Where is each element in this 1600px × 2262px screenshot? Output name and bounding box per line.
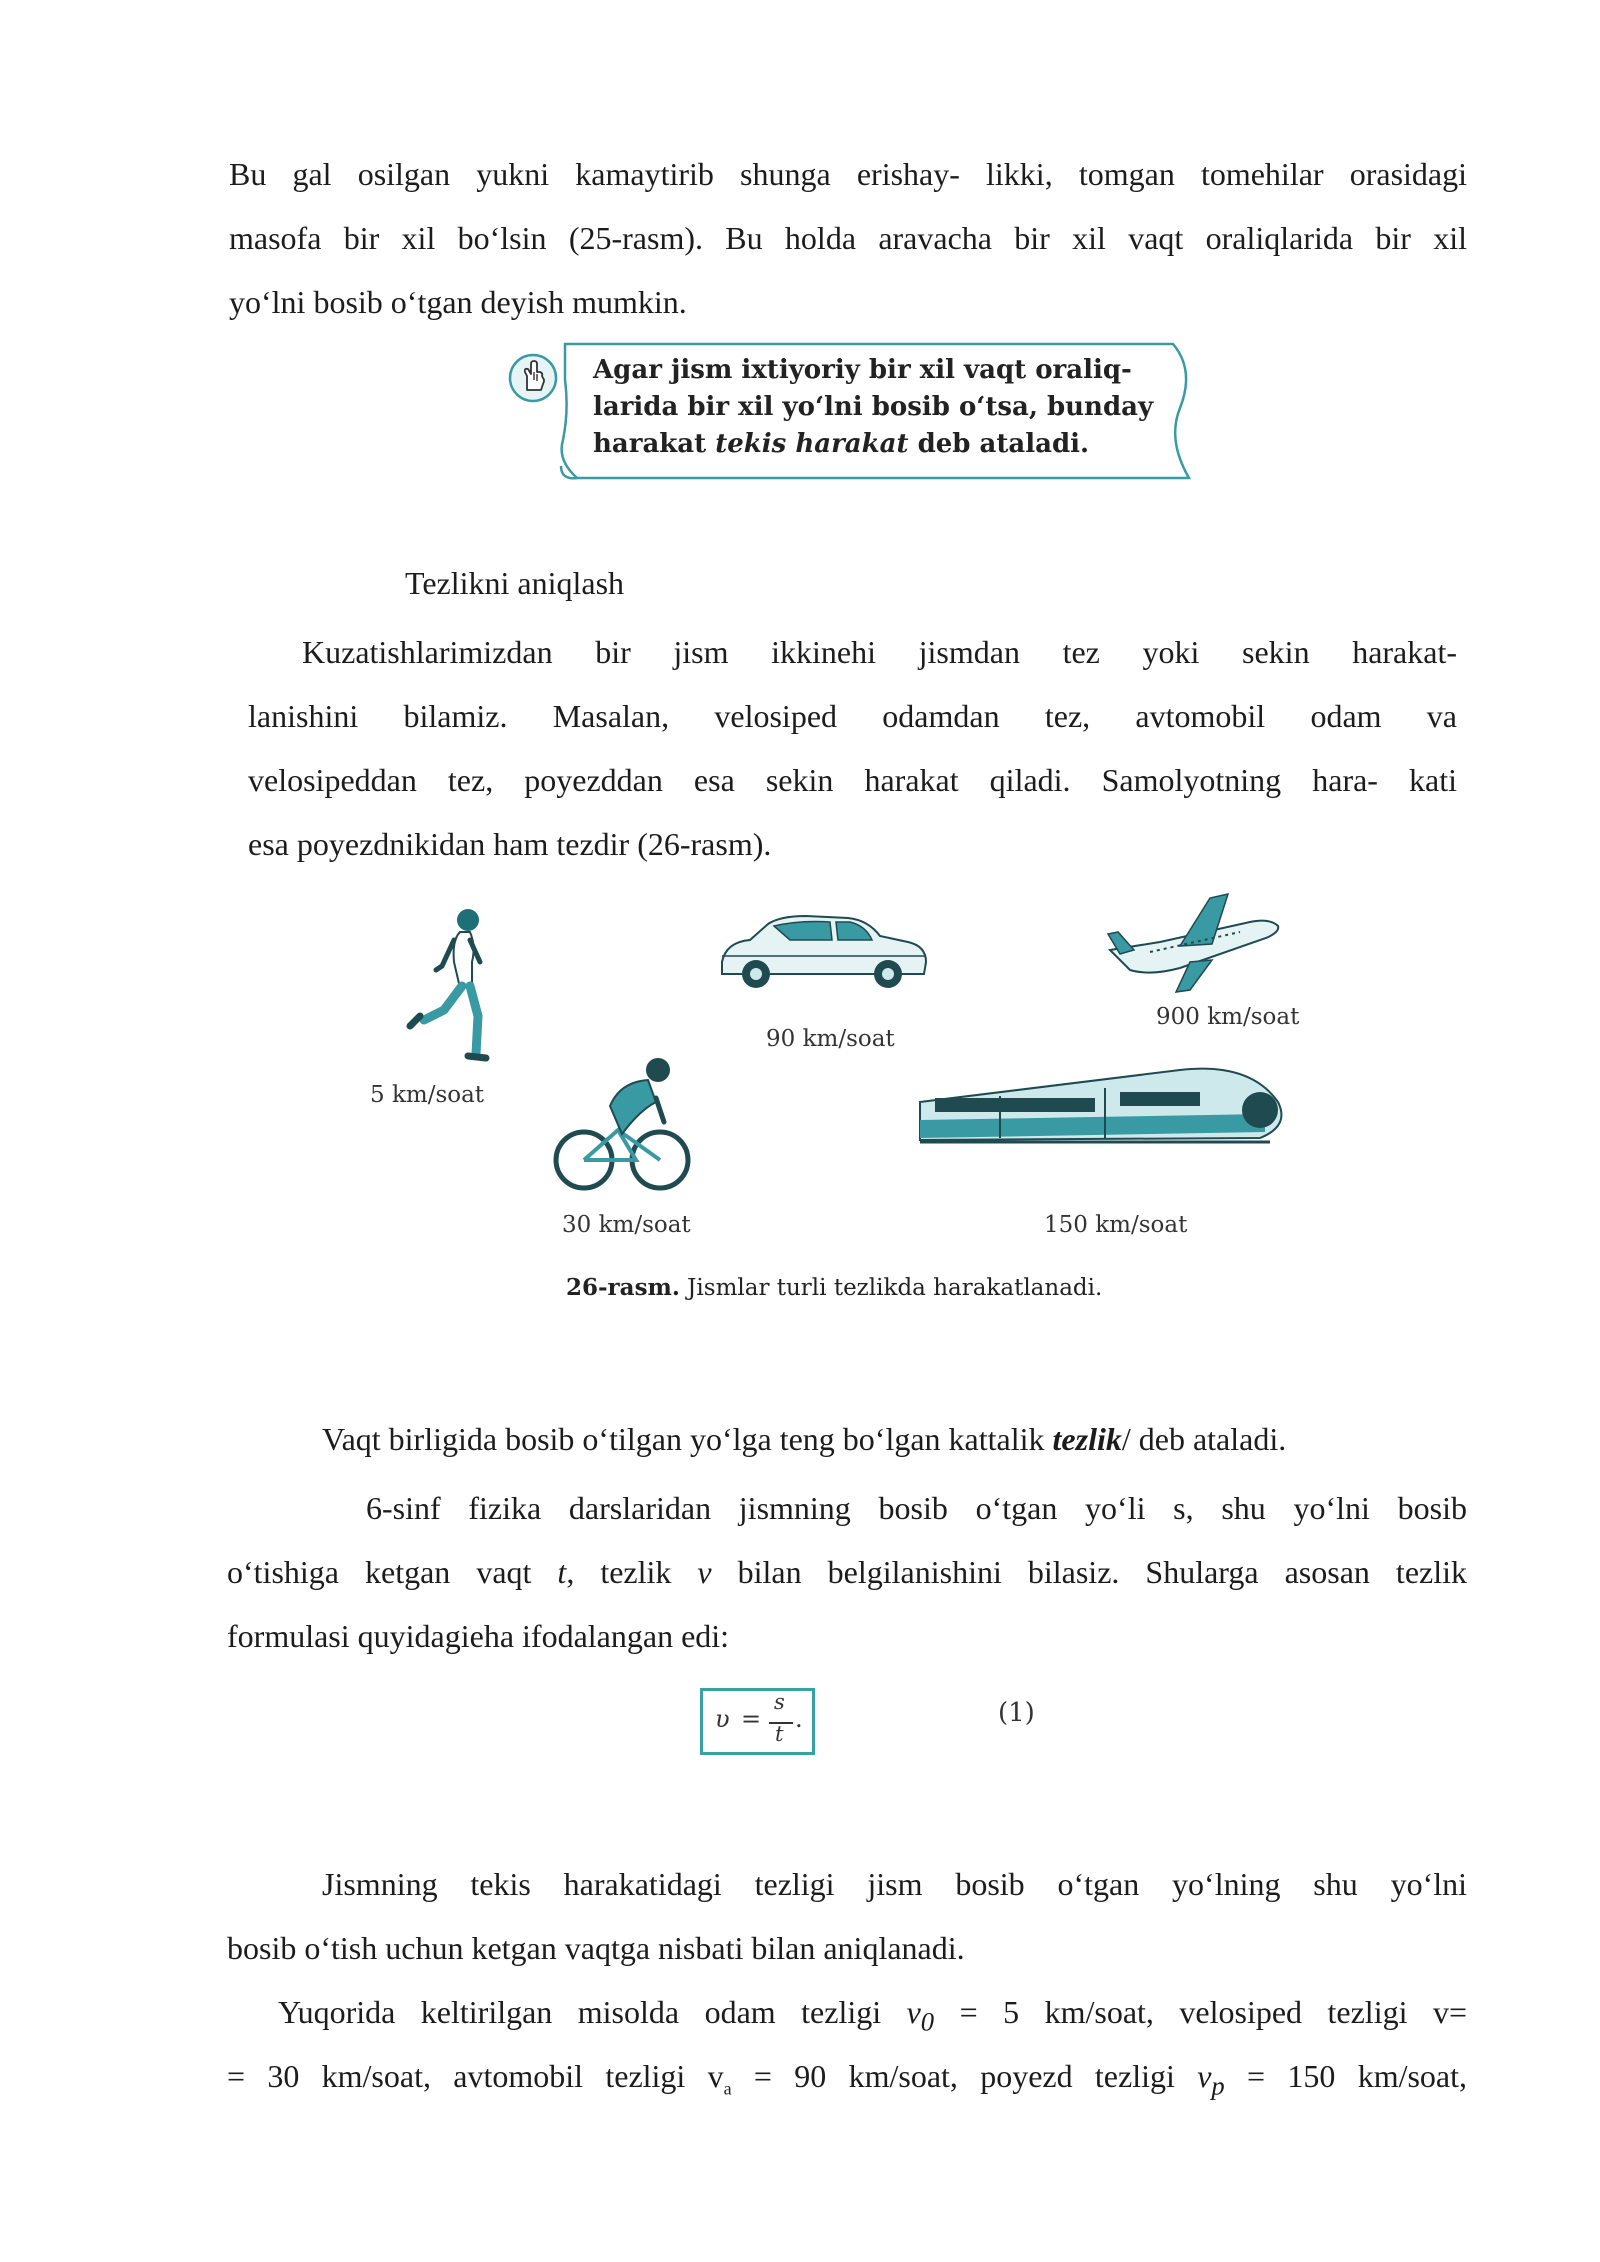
- example-sub-p: p: [1211, 2070, 1225, 2101]
- cyclist-illustration: [556, 1058, 688, 1188]
- example-line-2-a: = 30 km/soat, avtomobil tezligi v: [227, 2058, 724, 2094]
- callout-post: deb ataladi.: [908, 429, 1090, 459]
- figure-caption-text: Jismlar turli tezlikda harakatlanadi.: [679, 1275, 1103, 1301]
- recall-line-2-b: , tezlik: [566, 1554, 698, 1590]
- section-heading: Tezlikni aniqlash: [405, 565, 625, 601]
- formula-number: (1): [998, 1698, 1035, 1728]
- example-line-1: [278, 1980, 1467, 2053]
- intro-line-1: Bu gal osilgan yukni kamaytirib shunga erishay- likki, tomgan tomehilar orasidagi: [229, 156, 1467, 192]
- figure-caption-number: 26-rasm.: [566, 1274, 680, 1301]
- section-line-1: Kuzatishlarimizdan bir jism ikkinehi jismdan tez yoki sekin harakat-: [302, 634, 1457, 670]
- recall-line-2: [227, 1540, 1467, 1604]
- definition-line: [322, 1418, 1286, 1460]
- formula-equals: =: [741, 1705, 762, 1733]
- example-line-2-b: = 90 km/soat, poyezd tezligi: [731, 2058, 1198, 2094]
- hand-pointer-icon: [507, 352, 559, 404]
- example-var-v0: v: [906, 1994, 921, 2030]
- airplane-illustration: [1108, 894, 1278, 992]
- runner-speed-label: 5 km/soat: [370, 1082, 485, 1108]
- example-line-1-a: Yuqorida keltirilgan misolda odam tezligi: [278, 1994, 907, 2030]
- intro-line-2: masofa bir xil bo‘lsin (25-rasm). Bu holda aravacha bir xil vaqt oraliqlarida bir xil: [229, 220, 1467, 256]
- train-speed-label: 150 km/soat: [1044, 1212, 1188, 1238]
- example-sub-a: a: [723, 2078, 732, 2099]
- formula-dot: .: [795, 1705, 803, 1733]
- callout-term: tekis harakat: [715, 429, 909, 459]
- conclusion-line-1: Jismning tekis harakatidagi tezligi jism bosib o‘tgan yo‘lning shu yo‘lni: [322, 1866, 1467, 1902]
- example-line-1-b: = 5 km/soat, velosiped tezligi v=: [934, 1994, 1468, 2030]
- example-var-vp: v: [1197, 2058, 1212, 2094]
- section-line-4: esa poyezdnikidan ham tezdir (26-rasm).: [248, 826, 772, 862]
- section-line-3: velosipeddan tez, poyezddan esa sekin harakat qiladi. Samolyotning hara- kati: [248, 762, 1457, 798]
- callout-pre: Agar jism ixtiyoriy bir xil vaqt oraliq-larida bir xil yo‘lni bosib o‘tsa, bunday harakat: [593, 355, 1154, 459]
- definition-pre: Vaqt birligida bosib o‘tilgan yo‘lga teng bo‘lgan kattalik: [322, 1421, 1053, 1457]
- formula-denominator: t: [775, 1722, 784, 1746]
- intro-line-3: yo‘lni bosib o‘tgan deyish mumkin.: [229, 284, 687, 320]
- section-line-2: lanishini bilamiz. Masalan, velosiped odamdan tez, avtomobil odam va: [248, 698, 1457, 734]
- figure-caption: [566, 1274, 1102, 1301]
- example-line-2-c: = 150 km/soat,: [1224, 2058, 1468, 2094]
- example-sub-0: 0: [920, 2006, 935, 2037]
- formula-lhs: υ: [715, 1705, 730, 1733]
- callout-text: [593, 352, 1183, 463]
- recall-line-2-a: o‘tishiga ketgan vaqt: [227, 1554, 558, 1590]
- recall-line-2-c: bilan belgilanishini bilasiz. Shularga asosan tezlik: [711, 1554, 1467, 1590]
- conclusion-line-2: bosib o‘tish uchun ketgan vaqtga nisbati bilan aniqlanadi.: [227, 1930, 965, 1966]
- definition-term: tezlik: [1052, 1421, 1122, 1457]
- car-speed-label: 90 km/soat: [766, 1026, 895, 1052]
- recall-var-t: t: [557, 1554, 567, 1590]
- car-illustration: [722, 916, 926, 988]
- figure-art: [360, 870, 1360, 1320]
- definition-callout: [505, 340, 1195, 482]
- plane-speed-label: 900 km/soat: [1156, 1004, 1300, 1030]
- recall-line-1: 6-sinf fizika darslaridan jismning bosib o‘tgan yo‘li s, shu yo‘lni bosib: [366, 1490, 1467, 1526]
- runner-illustration: [410, 909, 486, 1058]
- formula-numerator: s: [774, 1690, 785, 1714]
- recall-line-3: formulasi quyidagieha ifodalangan edi:: [227, 1618, 730, 1654]
- figure-26: [360, 870, 1360, 1320]
- example-line-2: [227, 2044, 1467, 2120]
- definition-post: / deb ataladi.: [1121, 1421, 1287, 1457]
- formula-box: [700, 1688, 815, 1755]
- cyclist-speed-label: 30 km/soat: [562, 1212, 691, 1238]
- train-illustration: [920, 1069, 1281, 1142]
- recall-var-v: v: [697, 1554, 712, 1590]
